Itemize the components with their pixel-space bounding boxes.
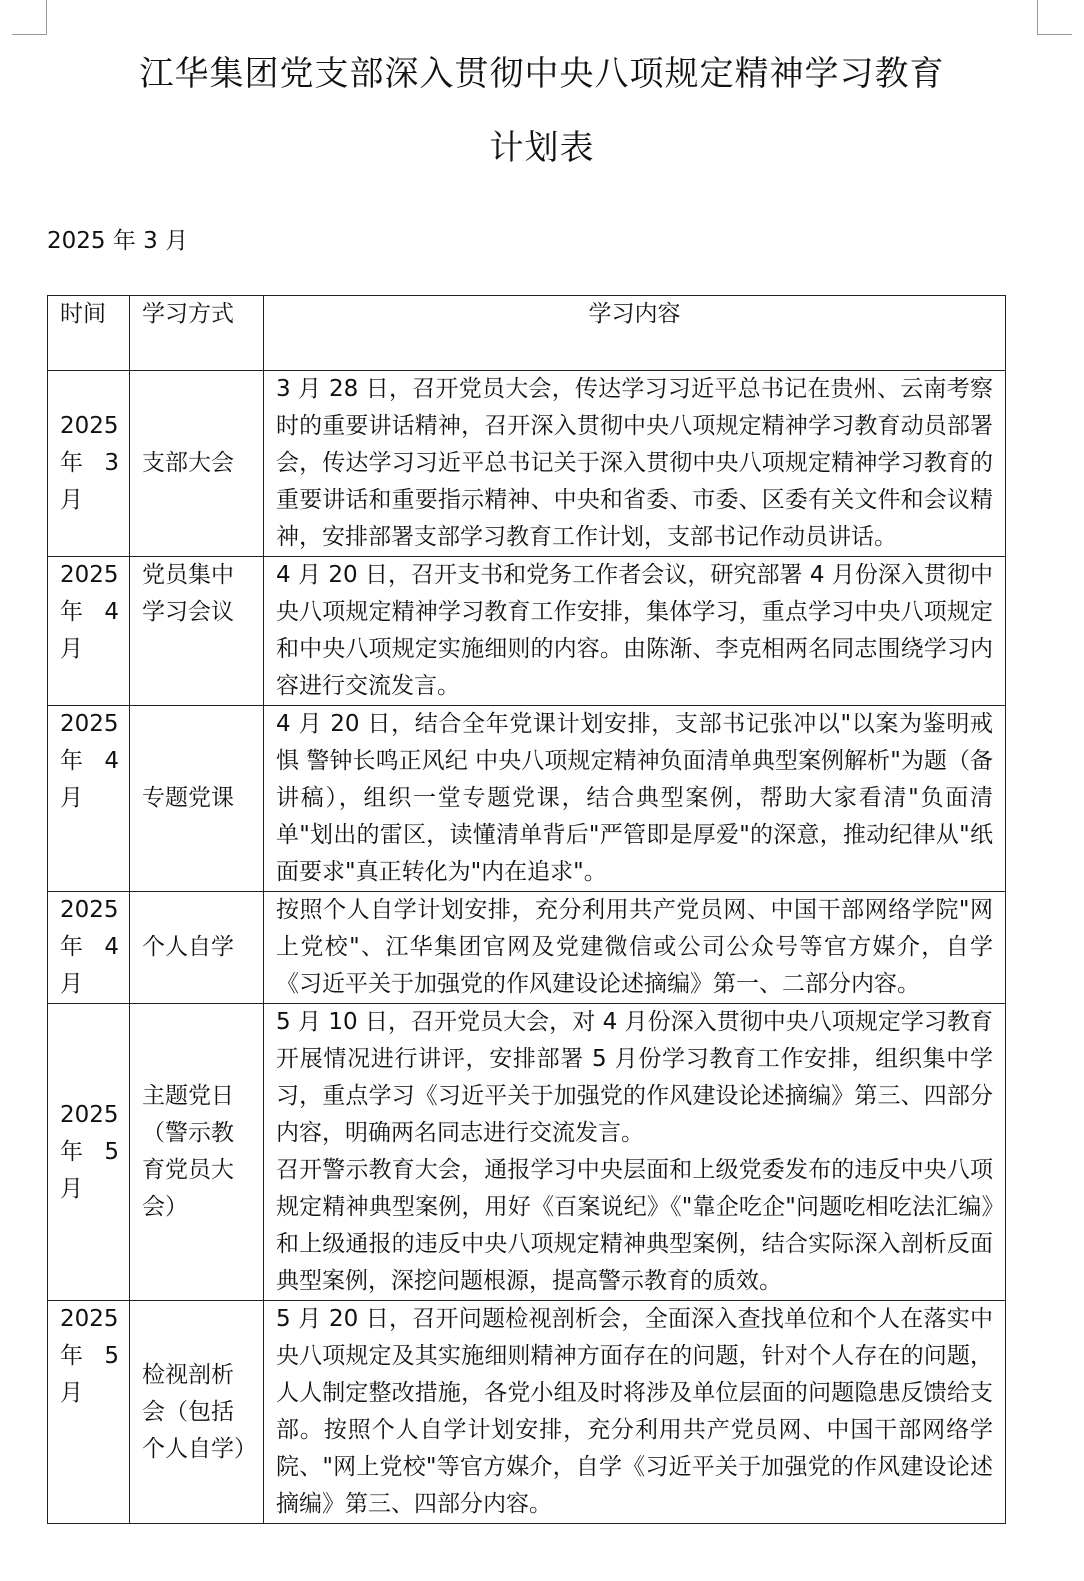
content-paragraph: 召开警示教育大会，通报学习中央层面和上级党委发布的违反中央八项规定精神典型案例，用好《百案说纪》《"靠企吃企"问题吃相吃法汇编》和上级通报的违反中央八项规定精神典型案例，结合实际深入剖析反面典型案例，深挖问题根源，提高警示教育的质效。 bbox=[276, 1157, 993, 1294]
content-paragraph: 按照个人自学计划安排，充分利用共产党员网、中国干部网络学院"网上党校"、江华集团官网及党建微信或公司公众号等官方媒介，自学《习近平关于加强党的作风建设论述摘编》第一、二部分内容。 bbox=[276, 897, 993, 997]
content-paragraph: 5 月 10 日，召开党员大会，对 4 月份深入贯彻中央八项规定学习教育开展情况进行讲评，安排部署 5 月份学习教育工作安排，组织集中学习，重点学习《习近平关于加强党的作风建设论述摘编》第三、四部分内容，明确两名同志进行交流发言。 bbox=[276, 1009, 993, 1146]
page-title-continued: 计划表 bbox=[489, 128, 595, 168]
row-time: 2025 年 4 月 bbox=[48, 706, 130, 892]
row-time: 2025 年 3 月 bbox=[48, 371, 130, 557]
table-row bbox=[48, 706, 1006, 892]
content-paragraph: 3 月 28 日，召开党员大会，传达学习习近平总书记在贵州、云南考察时的重要讲话精神，召开深入贯彻中央八项规定精神学习教育动员部署会，传达学习习近平总书记关于深入贯彻中央八项规定精神学习教育的重要讲话和重要指示精神、中央和省委、市委、区委有关文件和会议精神，安排部署支部学习教育工作计划，支部书记作动员讲话。 bbox=[276, 376, 993, 550]
row-content bbox=[264, 1301, 1006, 1524]
row-content bbox=[264, 557, 1006, 706]
table-row bbox=[48, 1004, 1006, 1301]
content-paragraph: 4 月 20 日，结合全年党课计划安排，支部书记张冲以"以案为鉴明戒惧 警钟长鸣正风纪 中央八项规定精神负面清单典型案例解析"为题（备讲稿），组织一堂专题党课，结合典型案例，帮助大家看清"负面清单"划出的雷区，读懂清单背后"严管即是厚爱"的深意，推动纪律从"纸面要求"真正转化为"内在追求"。 bbox=[276, 711, 993, 885]
table-row bbox=[48, 371, 1006, 557]
content-paragraph: 4 月 20 日，召开支书和党务工作者会议，研究部署 4 月份深入贯彻中央八项规定精神学习教育工作安排，集体学习，重点学习中央八项规定和中央八项规定实施细则的内容。由陈渐、李克相两名同志围绕学习内容进行交流发言。 bbox=[276, 562, 993, 699]
row-mode: 个人自学 bbox=[130, 892, 264, 1004]
table-header-row bbox=[48, 296, 1006, 371]
table-row bbox=[48, 1301, 1006, 1524]
page-corner-mark-left bbox=[12, 0, 47, 35]
row-time: 2025 年 4 月 bbox=[48, 892, 130, 1004]
row-content bbox=[264, 1004, 1006, 1301]
row-mode: 主题党日（警示教育党员大会） bbox=[130, 1004, 264, 1301]
row-mode: 支部大会 bbox=[130, 371, 264, 557]
header-content: 学习内容 bbox=[264, 296, 1006, 371]
row-content bbox=[264, 706, 1006, 892]
table-row bbox=[48, 557, 1006, 706]
page-title: 江华集团党支部深入贯彻中央八项规定精神学习教育 bbox=[139, 54, 945, 94]
row-content bbox=[264, 892, 1006, 1004]
row-mode: 党员集中学习会议 bbox=[130, 557, 264, 706]
table-row bbox=[48, 892, 1006, 1004]
row-content bbox=[264, 371, 1006, 557]
row-mode: 检视剖析会（包括个人自学） bbox=[130, 1301, 264, 1524]
document-date: 2025 年 3 月 bbox=[47, 228, 189, 254]
row-mode: 专题党课 bbox=[130, 706, 264, 892]
row-time: 2025 年 5 月 bbox=[48, 1004, 130, 1301]
page-corner-mark-right bbox=[1037, 0, 1072, 35]
row-time: 2025 年 5 月 bbox=[48, 1301, 130, 1524]
content-paragraph: 5 月 20 日，召开问题检视剖析会，全面深入查找单位和个人在落实中央八项规定及其实施细则精神方面存在的问题，针对个人存在的问题，人人制定整改措施，各党小组及时将涉及单位层面的问题隐患反馈给支部。按照个人自学计划安排，充分利用共产党员网、中国干部网络学院、"网上党校"等官方媒介，自学《习近平关于加强党的作风建设论述摘编》第三、四部分内容。 bbox=[276, 1306, 993, 1517]
header-mode: 学习方式 bbox=[130, 296, 264, 371]
header-time: 时间 bbox=[48, 296, 130, 371]
row-time: 2025 年 4 月 bbox=[48, 557, 130, 706]
study-plan-table bbox=[47, 295, 1006, 1524]
